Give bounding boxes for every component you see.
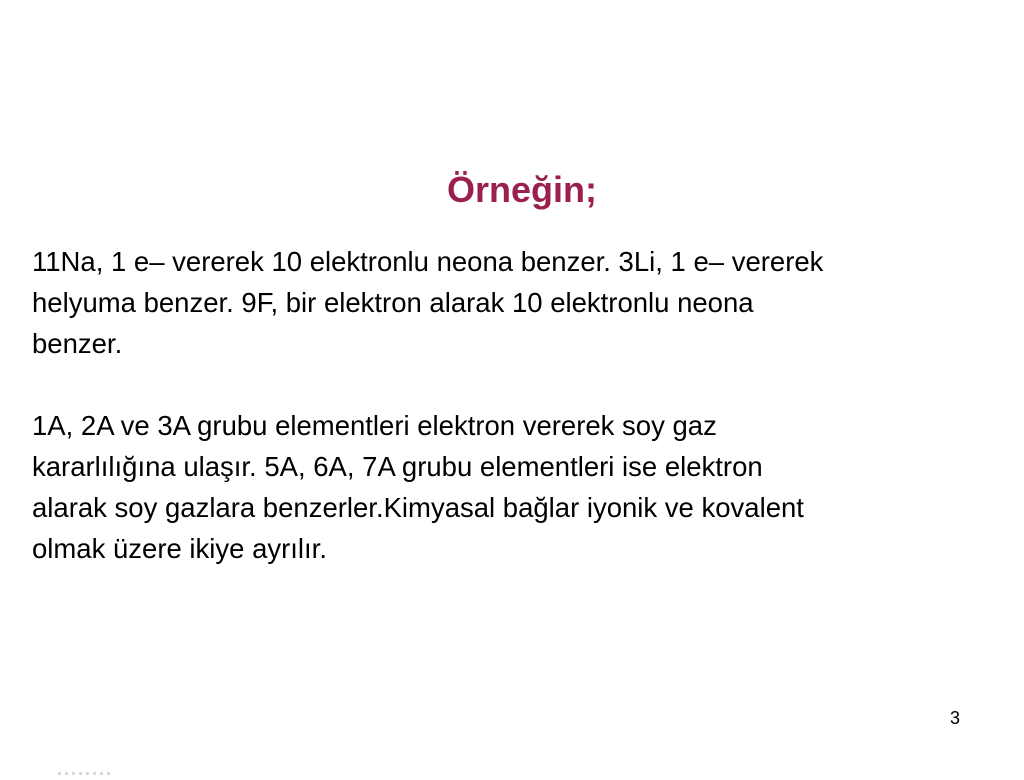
footer-dot xyxy=(58,772,61,775)
paragraph-line: alarak soy gazlara benzerler.Kimyasal bağlar iyonik ve kovalent xyxy=(32,492,804,523)
page-number: 3 xyxy=(950,708,961,728)
footer-dot xyxy=(65,772,68,775)
footer-decoration xyxy=(58,762,122,768)
footer-dot xyxy=(72,772,75,775)
slide-title: Örneğin; xyxy=(447,169,597,210)
paragraph-line: 1A, 2A ve 3A grubu elementleri elektron vererek soy gaz xyxy=(32,410,717,441)
paragraph-line: olmak üzere ikiye ayrılır. xyxy=(32,533,327,564)
footer-dot xyxy=(100,772,103,775)
footer-dot xyxy=(79,772,82,775)
footer-dot xyxy=(107,772,110,775)
footer-dot xyxy=(86,772,89,775)
paragraph-line: benzer. xyxy=(32,328,123,359)
paragraph-electron-examples xyxy=(32,241,1022,364)
paragraph-line: helyuma benzer. 9F, bir elektron alarak 10 elektronlu neona xyxy=(32,287,754,318)
footer-dot xyxy=(93,772,96,775)
paragraph-line: kararlılığına ulaşır. 5A, 6A, 7A grubu elementleri ise elektron xyxy=(32,451,763,482)
paragraph-group-elements xyxy=(32,405,1022,569)
slide-body xyxy=(32,241,1022,569)
paragraph-line: 11Na, 1 e– vererek 10 elektronlu neona benzer. 3Li, 1 e– vererek xyxy=(32,246,824,277)
